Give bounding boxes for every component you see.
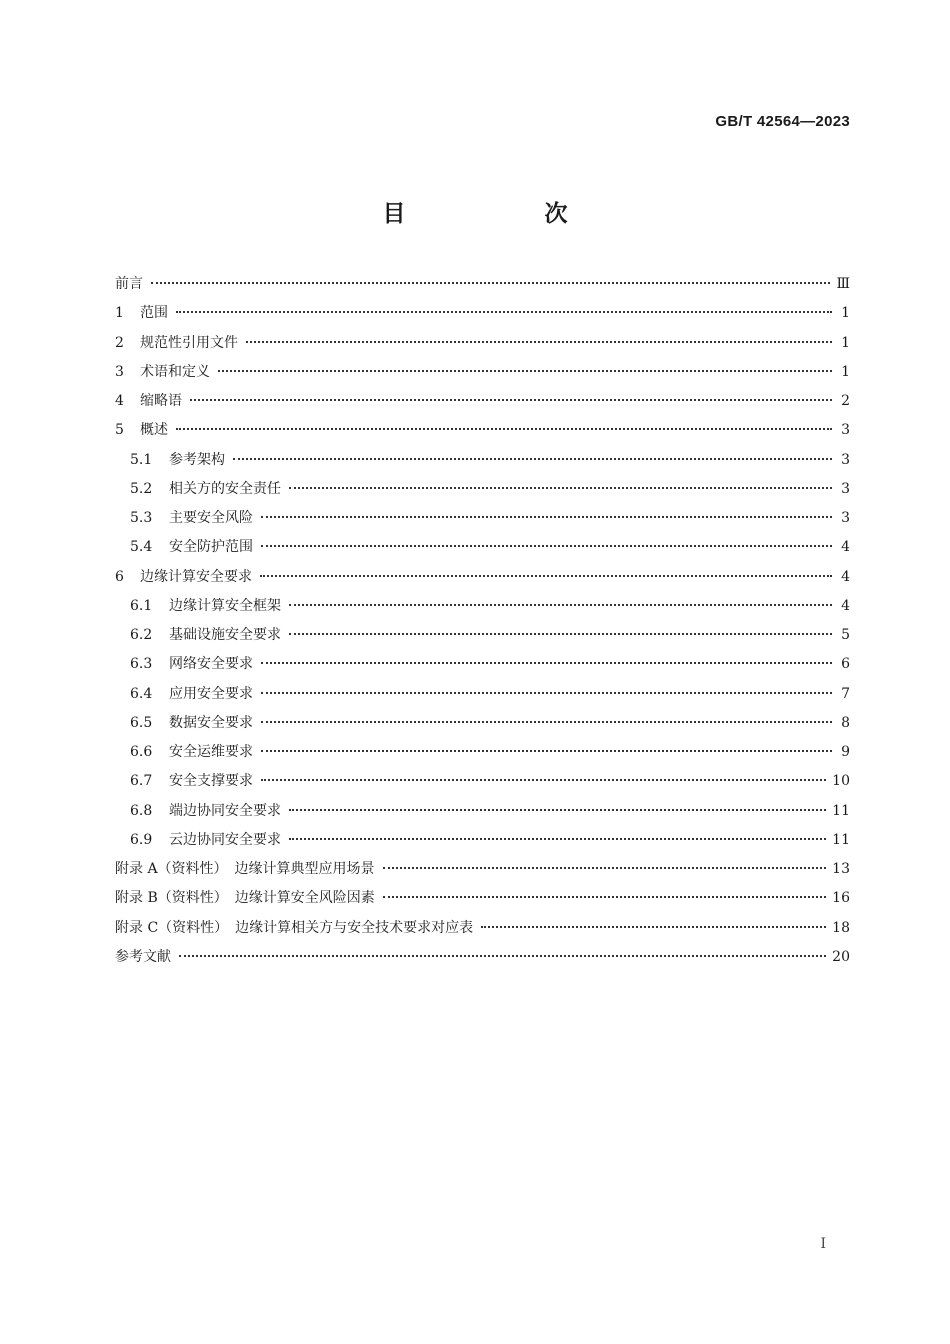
toc-label: 附录 A（资料性） 边缘计算典型应用场景 bbox=[115, 861, 375, 877]
toc-leader bbox=[261, 545, 832, 547]
toc-leader bbox=[261, 750, 832, 752]
toc-number: 2 bbox=[115, 334, 124, 351]
toc-label: 附录 B（资料性） 边缘计算安全风险因素 bbox=[115, 890, 375, 907]
toc-number: 6.5 bbox=[130, 714, 153, 731]
toc-label: 规范性引用文件 bbox=[140, 334, 238, 351]
toc-number: 6.2 bbox=[130, 627, 153, 643]
toc-number: 6.7 bbox=[130, 773, 153, 790]
toc-item[interactable] bbox=[115, 299, 850, 328]
toc-item[interactable] bbox=[115, 446, 850, 475]
toc-page: 3 bbox=[841, 422, 850, 439]
toc-label: 安全支撑要求 bbox=[169, 773, 253, 790]
table-of-contents bbox=[115, 270, 850, 972]
toc-leader bbox=[383, 867, 827, 869]
toc-leader bbox=[261, 779, 826, 781]
toc-page: 3 bbox=[841, 480, 850, 497]
toc-leader bbox=[481, 926, 826, 928]
toc-number: 6.1 bbox=[130, 597, 153, 614]
toc-label: 主要安全风险 bbox=[169, 510, 253, 526]
toc-leader bbox=[383, 896, 826, 898]
toc-page: 3 bbox=[841, 451, 850, 468]
toc-page: 4 bbox=[841, 539, 850, 556]
toc-label: 缩略语 bbox=[140, 393, 182, 409]
toc-item[interactable] bbox=[115, 943, 850, 972]
toc-label: 前言 bbox=[115, 276, 143, 292]
toc-item[interactable] bbox=[115, 767, 850, 796]
toc-item[interactable] bbox=[115, 504, 850, 533]
toc-leader bbox=[289, 487, 832, 489]
toc-page: 13 bbox=[832, 861, 850, 877]
toc-page: 3 bbox=[841, 510, 850, 526]
toc-label: 术语和定义 bbox=[140, 363, 210, 380]
toc-item[interactable] bbox=[115, 884, 850, 913]
toc-item[interactable] bbox=[115, 592, 850, 621]
toc-number: 6.4 bbox=[130, 685, 153, 702]
toc-page: 1 bbox=[841, 334, 850, 351]
toc-number: 5.4 bbox=[130, 539, 153, 556]
toc-page: 18 bbox=[832, 919, 850, 936]
toc-page: Ⅲ bbox=[836, 276, 850, 292]
toc-label: 参考文献 bbox=[115, 948, 171, 965]
toc-page: 1 bbox=[841, 305, 850, 322]
toc-leader bbox=[233, 458, 832, 460]
toc-leader bbox=[190, 399, 832, 401]
toc-item[interactable] bbox=[115, 358, 850, 387]
toc-page: 11 bbox=[832, 802, 850, 819]
toc-page: 4 bbox=[841, 597, 850, 614]
toc-page: 9 bbox=[841, 744, 850, 760]
toc-leader bbox=[261, 662, 832, 664]
toc-number: 6.6 bbox=[130, 744, 153, 760]
toc-page: 1 bbox=[841, 363, 850, 380]
toc-page: 6 bbox=[841, 656, 850, 673]
toc-leader bbox=[261, 516, 832, 518]
toc-number: 5 bbox=[115, 422, 124, 439]
toc-page: 11 bbox=[832, 831, 850, 848]
toc-item[interactable] bbox=[115, 797, 850, 826]
toc-label: 范围 bbox=[140, 305, 168, 322]
toc-title: 目 次 bbox=[382, 201, 626, 227]
toc-page: 20 bbox=[832, 948, 850, 965]
toc-label: 端边协同安全要求 bbox=[169, 802, 281, 819]
toc-item[interactable] bbox=[115, 738, 850, 767]
toc-label: 边缘计算安全要求 bbox=[140, 568, 252, 585]
toc-page: 2 bbox=[841, 393, 850, 409]
toc-number: 4 bbox=[115, 393, 124, 409]
toc-leader bbox=[289, 633, 832, 635]
toc-label: 基础设施安全要求 bbox=[169, 627, 281, 643]
toc-item[interactable] bbox=[115, 680, 850, 709]
toc-number: 1 bbox=[115, 305, 124, 322]
toc-item[interactable] bbox=[115, 416, 850, 445]
toc-page: 4 bbox=[841, 568, 850, 585]
toc-page: 16 bbox=[832, 890, 850, 907]
toc-item[interactable] bbox=[115, 621, 850, 650]
toc-number: 5.1 bbox=[130, 451, 153, 468]
toc-number: 6 bbox=[115, 568, 124, 585]
standard-code: GB/T 42564—2023 bbox=[715, 113, 850, 130]
toc-leader bbox=[261, 692, 832, 694]
toc-page: 10 bbox=[832, 773, 850, 790]
toc-item[interactable] bbox=[115, 475, 850, 504]
toc-leader bbox=[151, 282, 830, 284]
toc-page: 8 bbox=[841, 714, 850, 731]
toc-label: 云边协同安全要求 bbox=[169, 831, 281, 848]
toc-number: 6.9 bbox=[130, 831, 153, 848]
toc-leader bbox=[176, 428, 832, 430]
toc-item[interactable] bbox=[115, 270, 850, 299]
toc-leader bbox=[179, 955, 826, 957]
toc-item[interactable] bbox=[115, 329, 850, 358]
toc-leader bbox=[289, 809, 826, 811]
toc-item[interactable] bbox=[115, 387, 850, 416]
toc-label: 附录 C（资料性） 边缘计算相关方与安全技术要求对应表 bbox=[115, 919, 474, 936]
toc-number: 3 bbox=[115, 363, 124, 380]
page-number: I bbox=[820, 1236, 826, 1252]
toc-leader bbox=[176, 311, 832, 313]
toc-label: 相关方的安全责任 bbox=[169, 480, 281, 497]
toc-label: 安全防护范围 bbox=[169, 539, 253, 556]
toc-leader bbox=[260, 575, 832, 577]
toc-leader bbox=[261, 721, 832, 723]
toc-number: 5.2 bbox=[130, 480, 153, 497]
toc-item[interactable] bbox=[115, 709, 850, 738]
toc-label: 数据安全要求 bbox=[169, 714, 253, 731]
toc-label: 参考架构 bbox=[169, 451, 225, 468]
toc-leader bbox=[289, 604, 832, 606]
toc-number: 5.3 bbox=[130, 510, 153, 526]
toc-page: 7 bbox=[841, 685, 850, 702]
toc-label: 概述 bbox=[140, 422, 168, 439]
toc-leader bbox=[289, 838, 826, 840]
toc-number: 6.8 bbox=[130, 802, 153, 819]
toc-item[interactable] bbox=[115, 855, 850, 884]
toc-page: 5 bbox=[841, 627, 850, 643]
toc-label: 安全运维要求 bbox=[169, 744, 253, 760]
toc-number: 6.3 bbox=[130, 656, 153, 673]
toc-leader bbox=[246, 341, 832, 343]
toc-label: 网络安全要求 bbox=[169, 656, 253, 673]
toc-item[interactable] bbox=[115, 914, 850, 943]
toc-item[interactable] bbox=[115, 650, 850, 679]
toc-label: 边缘计算安全框架 bbox=[169, 597, 281, 614]
toc-item[interactable] bbox=[115, 533, 850, 562]
toc-leader bbox=[218, 370, 832, 372]
toc-item[interactable] bbox=[115, 563, 850, 592]
toc-item[interactable] bbox=[115, 826, 850, 855]
toc-label: 应用安全要求 bbox=[169, 685, 253, 702]
